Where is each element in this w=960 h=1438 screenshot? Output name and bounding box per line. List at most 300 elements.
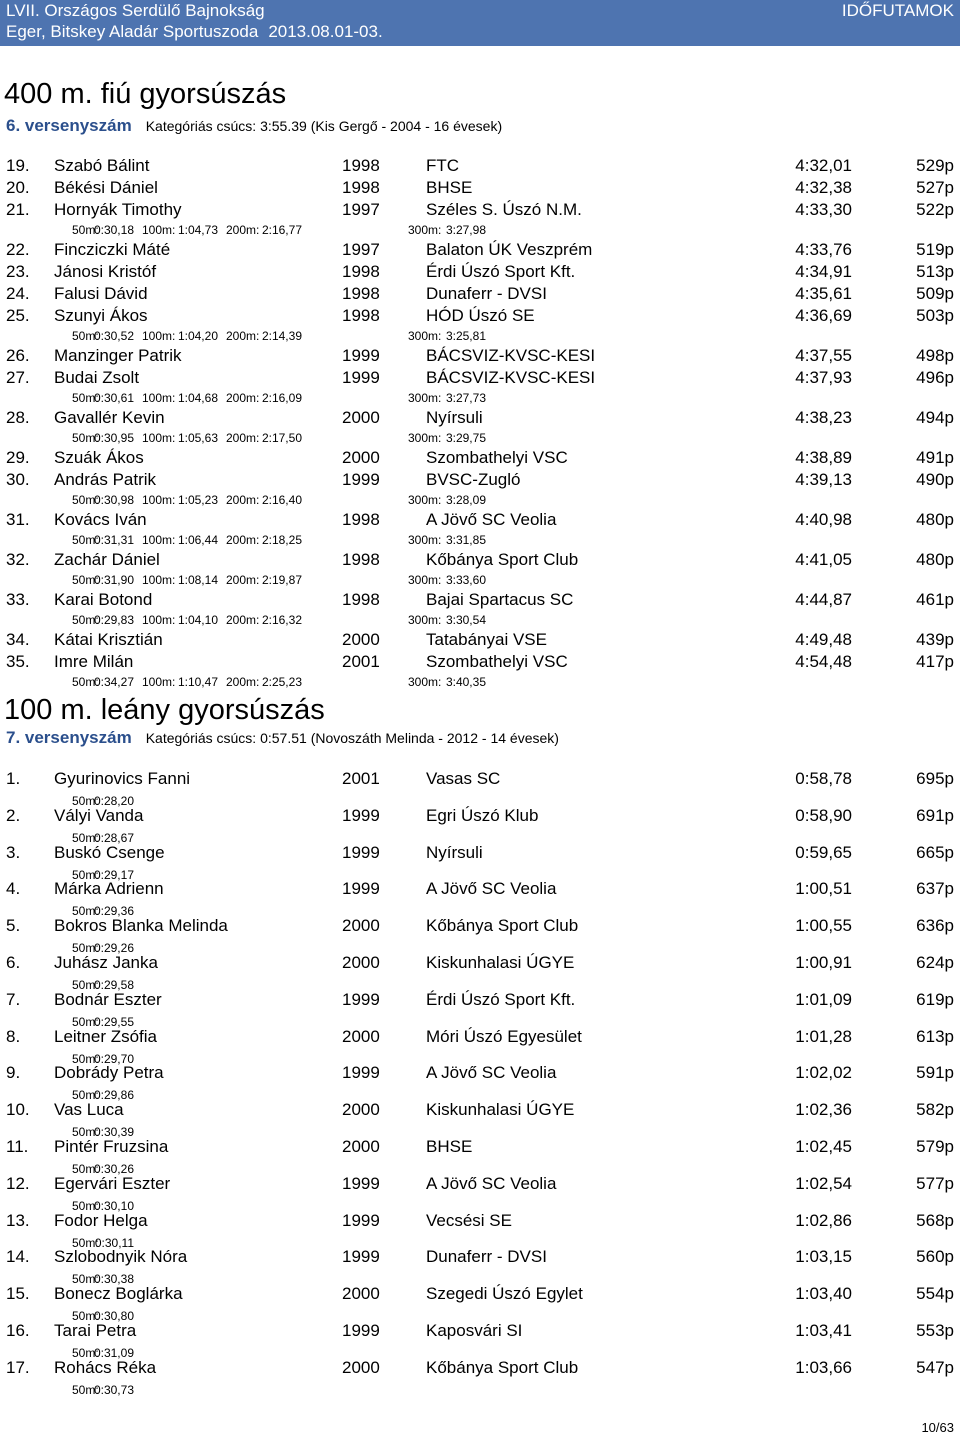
split-label: 50m:: [72, 1309, 99, 1324]
swimmer-name: Jánosi Kristóf: [54, 262, 157, 281]
split-value: 0:30,38: [93, 1272, 134, 1287]
birth-year: 1998: [342, 550, 380, 569]
place: 17.: [6, 1357, 30, 1377]
swimmer-name: Gavallér Kevin: [54, 408, 165, 427]
venue-line: [6, 22, 383, 42]
split-label: 50m:: [72, 867, 99, 882]
result-row: [0, 1357, 960, 1379]
swimmer-name: Zachár Dániel: [54, 550, 160, 569]
swimmer-name: András Patrik: [54, 470, 157, 489]
club-name: Vecsési SE: [426, 1210, 512, 1230]
split-label: 50m:: [72, 1051, 99, 1066]
fina-points: 553p: [916, 1321, 954, 1340]
fina-points: 519p: [916, 240, 954, 259]
split-value: 3:33,60: [445, 573, 486, 587]
result-time: 4:37,93: [795, 368, 852, 387]
birth-year: 1998: [342, 178, 380, 197]
split-label: 50m:: [72, 941, 99, 956]
club-name: Kőbánya Sport Club: [426, 1357, 579, 1377]
result-row: [0, 952, 960, 974]
result-row: [0, 878, 960, 900]
result-row: [0, 1210, 960, 1232]
fina-points: 624p: [916, 953, 954, 972]
result-time: 4:38,89: [795, 448, 852, 467]
split-value: 1:04,20: [177, 329, 218, 343]
fina-points: 695p: [916, 769, 954, 788]
split-label: 200m:: [226, 613, 260, 627]
split-value: 1:05,63: [177, 431, 218, 445]
fina-points: 498p: [916, 346, 954, 365]
split-time: [142, 572, 218, 588]
split-value: 0:31,31: [93, 533, 134, 547]
place: 28.: [6, 408, 30, 427]
birth-year: 2000: [342, 1357, 380, 1377]
result-row: [0, 768, 960, 790]
split-label: 50m:: [72, 978, 99, 992]
timing-label: IDŐFUTAMOK: [841, 1, 954, 20]
club-name: Dunaferr - DVSI: [426, 284, 547, 303]
split-value: 0:29,70: [93, 1051, 134, 1066]
result-time: 1:02,86: [795, 1210, 852, 1230]
birth-year: 1999: [342, 368, 380, 387]
birth-year: 1999: [342, 989, 380, 1009]
split-label: 50m:: [72, 1382, 99, 1397]
split-value: 0:30,61: [93, 391, 134, 405]
birth-year: 1999: [342, 1173, 380, 1193]
split-label: 300m:: [408, 391, 442, 405]
result-time: 1:01,28: [795, 1026, 852, 1046]
split-label: 300m:: [408, 329, 442, 343]
swimmer-name: Hornyák Timothy: [54, 200, 182, 219]
swimmer-name: Gyurinovics Fanni: [54, 769, 191, 788]
place: 16.: [6, 1321, 30, 1340]
place: 13.: [6, 1210, 30, 1230]
split-label: 300m:: [408, 431, 442, 445]
split-label: 300m:: [408, 613, 442, 627]
result-time: 4:49,48: [795, 630, 852, 649]
birth-year: 2000: [342, 916, 380, 936]
result-row: [0, 1173, 960, 1195]
fina-points: 691p: [916, 805, 954, 825]
split-value: 0:30,95: [93, 431, 134, 445]
club-name: BHSE: [426, 178, 473, 197]
split-time: [408, 222, 486, 238]
split-value: 3:30,54: [445, 613, 486, 627]
split-value: 2:16,09: [261, 391, 302, 405]
split-time: [142, 492, 218, 508]
split-value: 0:29,36: [93, 904, 134, 919]
result-row: [0, 915, 960, 937]
fina-points: 439p: [916, 630, 954, 649]
split-value: 0:31,09: [93, 1346, 134, 1360]
category-record: Kategóriás csúcs: 0:57.51 (Novoszáth Melinda - 2012 - 14 évesek): [145, 730, 559, 746]
page-header: [0, 0, 960, 46]
split-label: 50m:: [72, 329, 99, 343]
birth-year: 2000: [342, 448, 380, 467]
place: 14.: [6, 1247, 30, 1267]
split-label: 300m:: [408, 533, 442, 547]
split-label: 50m:: [72, 493, 99, 507]
result-time: 4:38,23: [795, 408, 852, 427]
club-name: Érdi Úszó Sport Kft.: [426, 262, 576, 281]
split-value: 0:30,52: [93, 329, 134, 343]
split-label: 50m:: [72, 613, 99, 627]
result-row: [0, 199, 960, 221]
swimmer-name: Dobrády Petra: [54, 1063, 164, 1083]
result-time: 0:58,78: [795, 769, 852, 788]
club-name: Dunaferr - DVSI: [426, 1247, 547, 1267]
birth-year: 1999: [342, 470, 380, 489]
fina-points: 490p: [916, 470, 954, 489]
split-label: 100m:: [142, 613, 176, 627]
result-time: 1:00,55: [795, 916, 852, 936]
swimmer-name: Szuák Ákos: [54, 448, 144, 467]
fina-points: 665p: [916, 842, 954, 862]
result-row: [0, 155, 960, 177]
split-time: [142, 612, 218, 628]
place: 31.: [6, 510, 30, 529]
fina-points: 513p: [916, 262, 954, 281]
split-label: 50m:: [72, 1346, 99, 1360]
split-label: 100m:: [142, 391, 176, 405]
fina-points: 529p: [916, 156, 954, 175]
result-row: [0, 805, 960, 827]
split-value: 2:19,87: [261, 573, 302, 587]
club-name: BÁCSVIZ-KVSC-KESI: [426, 368, 596, 387]
birth-year: 2000: [342, 1100, 380, 1120]
split-time: [226, 430, 302, 446]
place: 19.: [6, 156, 30, 175]
split-label: 100m:: [142, 675, 176, 689]
result-row: [0, 1320, 960, 1342]
split-label: 50m:: [72, 830, 99, 845]
swimmer-name: Leitner Zsófia: [54, 1026, 157, 1046]
swimmer-name: Falusi Dávid: [54, 284, 148, 303]
fina-points: 522p: [916, 200, 954, 219]
event-subtitle: [6, 728, 559, 748]
split-value: 0:30,10: [93, 1198, 134, 1213]
swimmer-name: Márka Adrienn: [54, 879, 164, 899]
result-time: 1:03,40: [795, 1284, 852, 1304]
result-time: 4:34,91: [795, 262, 852, 281]
birth-year: 2000: [342, 1137, 380, 1156]
split-label: 50m:: [72, 533, 99, 547]
fina-points: 461p: [916, 590, 954, 609]
result-time: 1:01,09: [795, 989, 852, 1009]
event-number: 7. versenyszám: [6, 728, 132, 747]
birth-year: 2000: [342, 630, 380, 649]
split-value: 0:30,11: [94, 1235, 134, 1250]
split-time: [72, 328, 134, 344]
split-value: 0:28,67: [93, 830, 134, 845]
swimmer-name: Fodor Helga: [54, 1210, 148, 1230]
club-name: Szombathelyi VSC: [426, 448, 568, 467]
split-value: 0:29,83: [93, 613, 134, 627]
split-value: 0:30,73: [93, 1382, 134, 1397]
result-row: [0, 283, 960, 305]
result-time: 1:00,91: [795, 953, 852, 972]
split-label: 50m:: [72, 223, 99, 237]
split-time: [408, 572, 486, 588]
split-label: 50m:: [72, 431, 99, 445]
result-row: [0, 345, 960, 367]
split-label: 200m:: [226, 431, 260, 445]
split-value: 3:27,73: [445, 391, 486, 405]
event-subtitle: [6, 116, 502, 136]
split-time: [72, 492, 134, 508]
split-time: [226, 612, 302, 628]
split-label: 200m:: [226, 493, 260, 507]
place: 12.: [6, 1173, 30, 1193]
club-name: A Jövő SC Veolia: [426, 1173, 557, 1193]
split-label: 50m:: [72, 573, 99, 587]
event-title: 100 m. leány gyorsúszás: [4, 694, 325, 726]
fina-points: 637p: [916, 879, 954, 899]
split-value: 3:28,09: [445, 493, 486, 507]
result-time: 4:40,98: [795, 510, 852, 529]
club-name: BHSE: [426, 1137, 473, 1156]
club-name: Kiskunhalasi ÚGYE: [426, 1100, 575, 1120]
split-time: [226, 674, 302, 690]
birth-year: 1997: [342, 200, 380, 219]
swimmer-name: Imre Milán: [54, 652, 134, 671]
fina-points: 577p: [916, 1173, 954, 1193]
split-time: [72, 674, 134, 690]
split-value: 1:04,73: [177, 223, 218, 237]
split-value: 2:16,32: [261, 613, 302, 627]
fina-points: 480p: [916, 550, 954, 569]
result-time: 4:32,38: [795, 178, 852, 197]
result-row: [0, 1026, 960, 1048]
place: 2.: [6, 805, 21, 825]
result-time: 1:02,54: [795, 1173, 852, 1193]
split-label: 50m:: [72, 1235, 99, 1250]
split-value: 2:16,77: [261, 223, 302, 237]
place: 15.: [6, 1284, 30, 1304]
fina-points: 579p: [916, 1137, 954, 1156]
club-name: Szegedi Úszó Egylet: [426, 1284, 583, 1304]
venue-name: Eger, Bitskey Aladár Sportuszoda: [6, 22, 259, 41]
championship-title: LVII. Országos Serdülő Bajnokság: [6, 1, 265, 20]
birth-year: 1998: [342, 306, 380, 325]
split-time: [226, 492, 302, 508]
split-value: 3:29,75: [445, 431, 486, 445]
result-time: 4:36,69: [795, 306, 852, 325]
split-value: 0:29,86: [93, 1088, 134, 1103]
result-time: 4:37,55: [795, 346, 852, 365]
club-name: Kőbánya Sport Club: [426, 550, 579, 569]
result-time: 1:02,45: [795, 1137, 852, 1156]
club-name: Tatabányai VSE: [426, 630, 547, 649]
event-title: 400 m. fiú gyorsúszás: [4, 78, 287, 110]
club-name: Érdi Úszó Sport Kft.: [426, 989, 576, 1009]
swimmer-name: Fincziczki Máté: [54, 240, 171, 259]
club-name: BÁCSVIZ-KVSC-KESI: [426, 346, 596, 365]
swimmer-name: Budai Zsolt: [54, 368, 140, 387]
split-value: 0:29,55: [93, 1014, 134, 1029]
result-time: 1:03,66: [795, 1357, 852, 1377]
split-label: 200m:: [226, 533, 260, 547]
club-name: Bajai Spartacus SC: [426, 590, 574, 609]
split-label: 200m:: [226, 391, 260, 405]
birth-year: 2000: [342, 1026, 380, 1046]
birth-year: 1999: [342, 1210, 380, 1230]
split-time: [72, 390, 134, 406]
fina-points: 417p: [916, 652, 954, 671]
result-time: 4:39,13: [795, 470, 852, 489]
result-row: [0, 1283, 960, 1305]
result-row: [0, 509, 960, 531]
club-name: A Jövő SC Veolia: [426, 1063, 557, 1083]
split-time: [72, 430, 134, 446]
split-time: [72, 612, 134, 628]
split-time: [226, 532, 302, 548]
split-value: 2:14,39: [261, 329, 302, 343]
split-value: 0:30,26: [93, 1162, 134, 1176]
swimmer-name: Juhász Janka: [54, 953, 158, 972]
result-row: [0, 305, 960, 327]
result-time: 1:00,51: [795, 879, 852, 899]
club-name: HÓD Úszó SE: [426, 306, 535, 325]
event-dates: 2013.08.01-03.: [268, 22, 383, 41]
split-value: 2:17,50: [261, 431, 302, 445]
place: 25.: [6, 306, 30, 325]
split-label: 300m:: [408, 675, 442, 689]
split-time: [142, 674, 218, 690]
split-label: 50m:: [72, 1198, 99, 1213]
birth-year: 1999: [342, 1247, 380, 1267]
split-label: 100m:: [142, 493, 176, 507]
swimmer-name: Kovács Iván: [54, 510, 147, 529]
split-value: 1:04,68: [177, 391, 218, 405]
result-time: 4:44,87: [795, 590, 852, 609]
swimmer-name: Bodnár Eszter: [54, 989, 162, 1009]
result-row: [0, 549, 960, 571]
swimmer-name: Békési Dániel: [54, 178, 158, 197]
result-row: [0, 651, 960, 673]
birth-year: 2000: [342, 953, 380, 972]
fina-points: 568p: [916, 1210, 954, 1230]
swimmer-name: Szunyi Ákos: [54, 306, 148, 325]
split-time: [408, 674, 486, 690]
swimmer-name: Vályi Vanda: [54, 805, 144, 825]
result-time: 4:54,48: [795, 652, 852, 671]
split-label: 100m:: [142, 329, 176, 343]
result-row: [0, 239, 960, 261]
swimmer-name: Manzinger Patrik: [54, 346, 182, 365]
result-time: 1:02,02: [795, 1063, 852, 1083]
fina-points: 509p: [916, 284, 954, 303]
place: 11.: [6, 1137, 29, 1156]
split-time: [72, 572, 134, 588]
swimmer-name: Karai Botond: [54, 590, 153, 609]
fina-points: 554p: [916, 1284, 954, 1304]
split-time: [408, 328, 486, 344]
split-value: 2:18,25: [261, 533, 302, 547]
swimmer-name: Kátai Krisztián: [54, 630, 163, 649]
club-name: Kőbánya Sport Club: [426, 916, 579, 936]
split-value: 0:29,26: [93, 941, 134, 956]
result-row: [0, 261, 960, 283]
event-number: 6. versenyszám: [6, 116, 132, 135]
result-time: 4:33,30: [795, 200, 852, 219]
club-name: Kaposvári SI: [426, 1321, 523, 1340]
place: 22.: [6, 240, 30, 259]
place: 7.: [6, 989, 21, 1009]
split-value: 1:10,47: [177, 675, 218, 689]
split-label: 50m:: [72, 1162, 99, 1176]
swimmer-name: Tarai Petra: [54, 1321, 137, 1340]
club-name: Vasas SC: [426, 769, 501, 788]
result-time: 4:33,76: [795, 240, 852, 259]
split-value: 1:06,44: [177, 533, 218, 547]
category-record: Kategóriás csúcs: 3:55.39 (Kis Gergő - 2004 - 16 évesek): [145, 118, 503, 134]
birth-year: 1997: [342, 240, 380, 259]
birth-year: 2000: [342, 1284, 380, 1304]
split-label: 50m:: [72, 904, 99, 919]
fina-points: 613p: [916, 1026, 954, 1046]
place: 24.: [6, 284, 30, 303]
birth-year: 1998: [342, 284, 380, 303]
split-value: 0:34,27: [93, 675, 134, 689]
split-label: 100m:: [142, 223, 176, 237]
split-value: 3:25,81: [445, 329, 486, 343]
split-value: 0:30,98: [93, 493, 134, 507]
page-number: 10/63: [921, 1420, 954, 1435]
birth-year: 1999: [342, 879, 380, 899]
result-time: 4:41,05: [795, 550, 852, 569]
birth-year: 2000: [342, 408, 380, 427]
split-label: 50m:: [72, 1014, 99, 1029]
fina-points: 591p: [916, 1063, 954, 1083]
place: 10.: [6, 1100, 30, 1120]
birth-year: 1999: [342, 1321, 380, 1340]
place: 9.: [6, 1063, 21, 1083]
result-row: [0, 177, 960, 199]
fina-points: 619p: [916, 989, 954, 1009]
split-value: 3:40,35: [445, 675, 486, 689]
split-time: [408, 612, 486, 628]
split-value: 3:27,98: [445, 223, 486, 237]
club-name: Kiskunhalasi ÚGYE: [426, 953, 575, 972]
result-time: 0:59,65: [795, 842, 852, 862]
result-row: [0, 367, 960, 389]
split-time: [408, 390, 486, 406]
split-label: 200m:: [226, 329, 260, 343]
result-time: 1:02,36: [795, 1100, 852, 1120]
split-label: 50m:: [72, 1272, 99, 1287]
result-time: 0:58,90: [795, 805, 852, 825]
split-label: 50m:: [72, 794, 99, 808]
birth-year: 1999: [342, 805, 380, 825]
split-time: [408, 532, 486, 548]
birth-year: 1998: [342, 590, 380, 609]
result-time: 1:03,15: [795, 1247, 852, 1267]
split-time: [408, 430, 486, 446]
fina-points: 560p: [916, 1247, 954, 1267]
split-time: [226, 222, 302, 238]
result-row: [0, 842, 960, 864]
place: 3.: [6, 842, 21, 862]
swimmer-name: Pintér Fruzsina: [54, 1137, 169, 1156]
split-time: [408, 492, 486, 508]
result-row: [0, 1136, 960, 1158]
split-label: 300m:: [408, 493, 442, 507]
split-time: [72, 222, 134, 238]
swimmer-name: Szlobodnyik Nóra: [54, 1247, 188, 1267]
split-label: 50m:: [72, 1088, 99, 1103]
fina-points: 582p: [916, 1100, 954, 1120]
